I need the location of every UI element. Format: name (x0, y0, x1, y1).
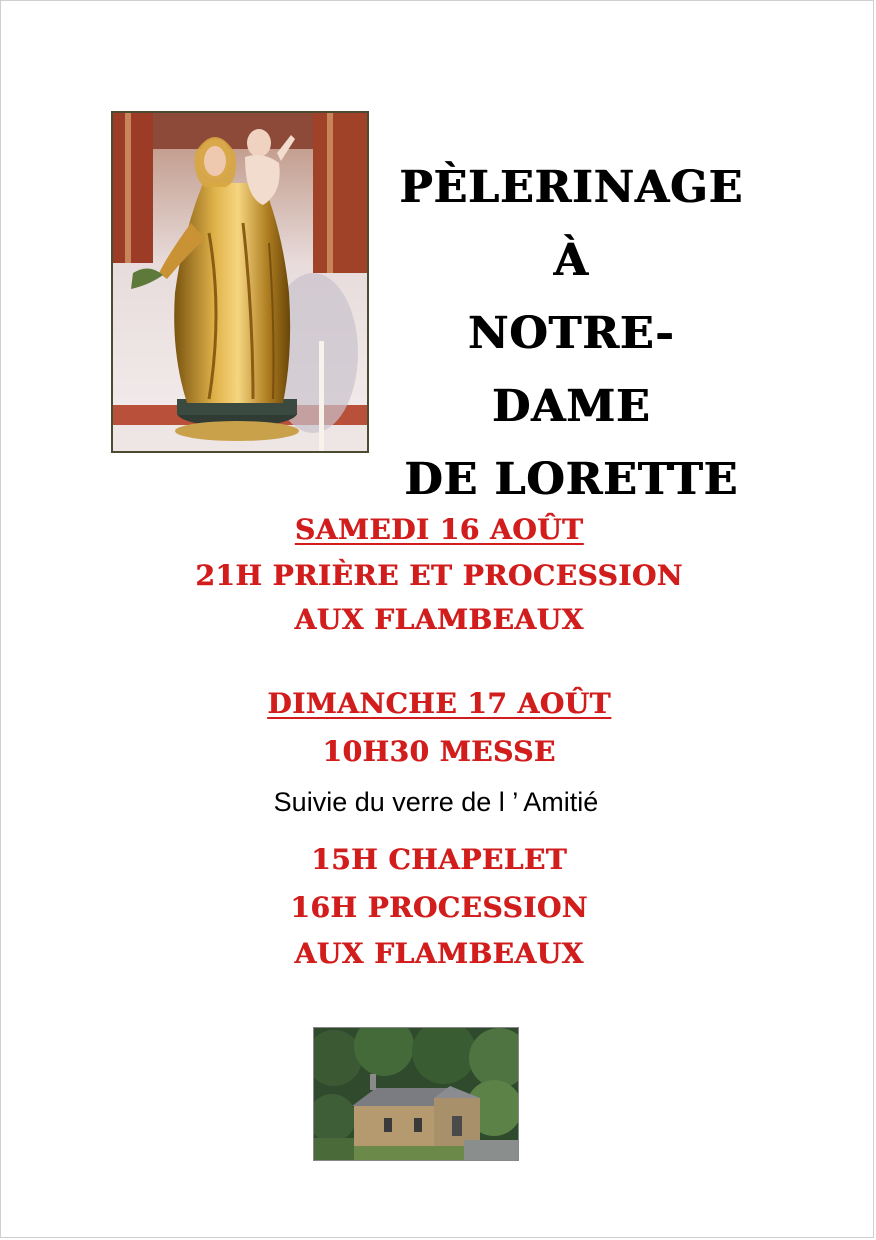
saturday-line-1: 21H PRIÈRE ET PROCESSION (195, 559, 683, 592)
sunday-chapelet: 15H CHAPELET (311, 843, 567, 876)
sunday-note: Suivie du verre de l ’ Amitié (273, 787, 599, 817)
sunday-procession: 16H PROCESSION (290, 891, 588, 924)
sunday-flambeaux: AUX FLAMBEAUX (294, 937, 584, 970)
title-line-1: PÈLERINAGE (399, 162, 743, 213)
title-line-3: NOTRE-DAME (467, 308, 675, 432)
saturday-line-2: AUX FLAMBEAUX (294, 603, 584, 636)
poster-title (391, 151, 751, 516)
chapel-image (314, 1028, 518, 1160)
chapel-photo (313, 1027, 519, 1161)
saturday-heading: SAMEDI 16 AOÛT (294, 513, 584, 546)
title-line-4: DE LORETTE (404, 454, 738, 505)
virgin-and-child-image (113, 113, 367, 451)
sunday-heading: DIMANCHE 17 AOÛT (267, 687, 611, 720)
sunday-mass: 10H30 MESSE (322, 735, 556, 768)
title-line-2: À (553, 235, 589, 286)
virgin-statue-photo (111, 111, 369, 453)
